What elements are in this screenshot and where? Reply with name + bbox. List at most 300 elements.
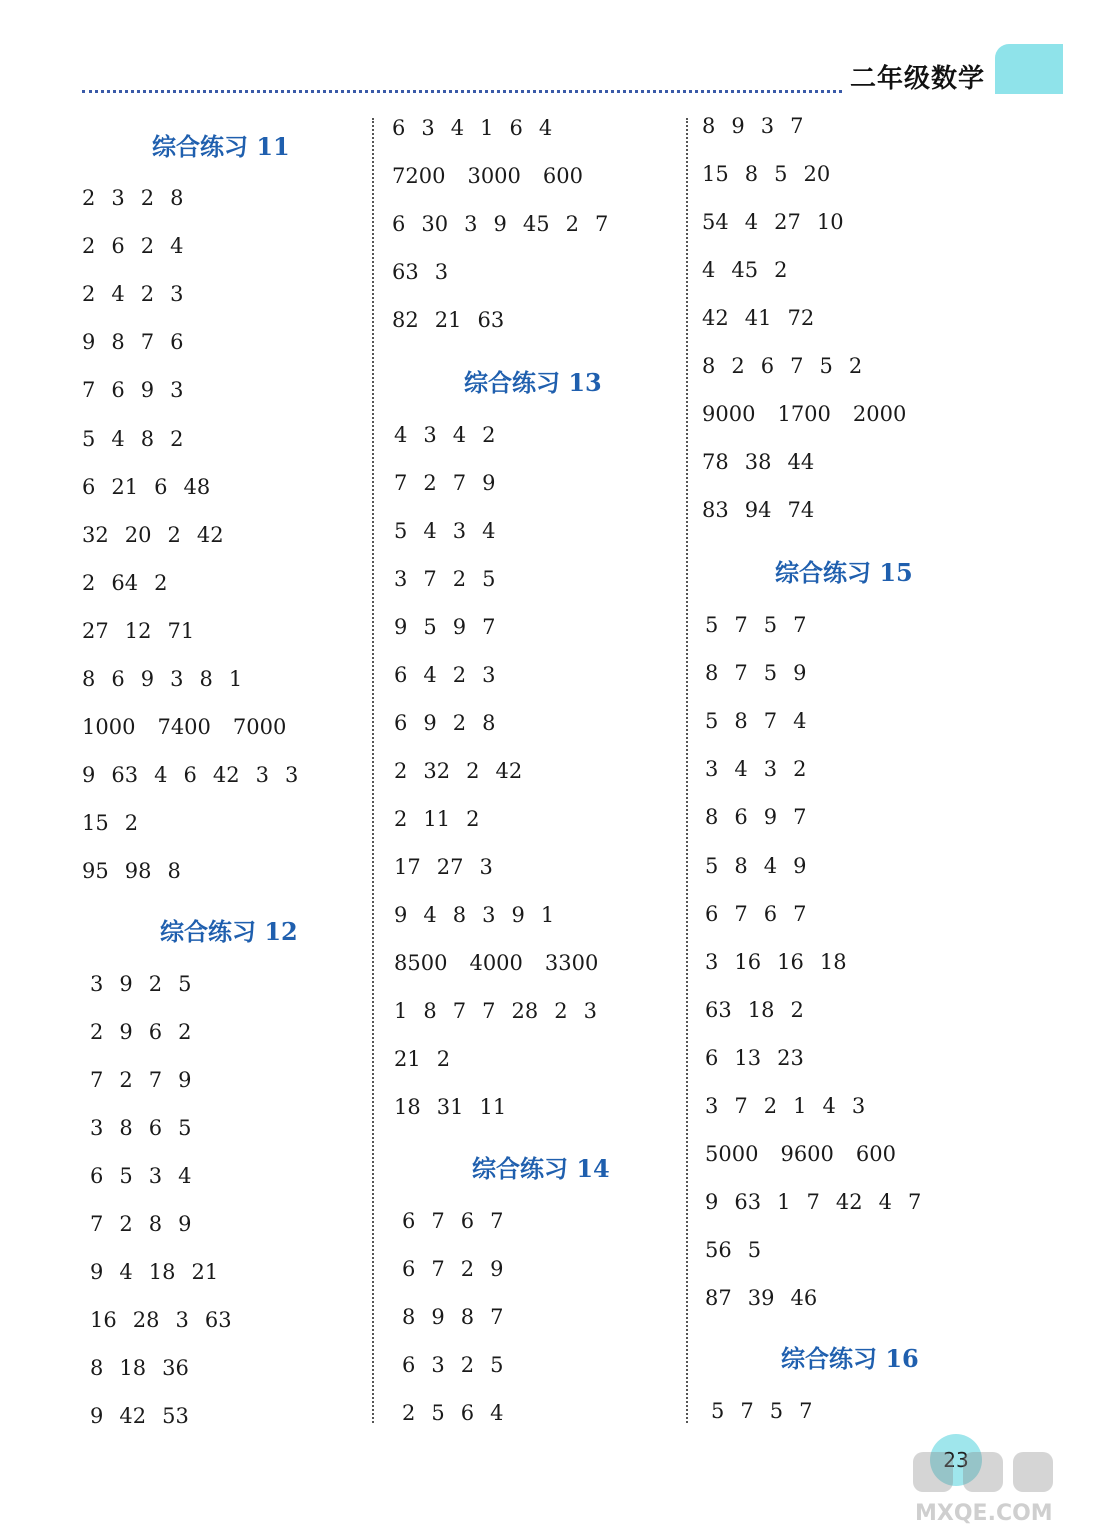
answer-value: 45 [731,258,759,282]
answer-value: 6 [763,902,778,926]
answer-value: 2 [452,711,467,735]
answer-value: 3 [482,903,496,927]
answer-value: 9 [90,1260,104,1284]
answer-value: 7 [734,613,748,637]
answer-value: 6 [402,1257,416,1281]
answer-value: 2 [82,186,96,210]
answer-value: 4 [423,519,437,543]
answer-row [90,972,208,996]
answer-value: 3 [583,999,597,1023]
answer-value: 2 [140,234,155,258]
answer-value: 2 [466,807,480,831]
answer-value: 8 [111,330,125,354]
answer-value: 2 [167,523,181,547]
answer-value: 9000 [702,402,756,426]
answer-value: 9 [793,661,807,685]
answer-value: 4 [111,427,125,451]
answer-value: 8 [82,667,96,691]
header-dotted-rule [82,90,842,93]
answer-value: 5 [819,354,833,378]
answer-row [705,709,823,733]
section-heading [775,553,913,588]
answer-value: 6 [111,378,125,402]
answer-row [402,1305,520,1329]
answer-value: 31 [436,1095,464,1119]
answer-value: 9 [423,711,437,735]
answer-value: 2 [790,998,804,1022]
answer-value: 15 [702,162,729,186]
answer-row [402,1257,520,1281]
answer-value: 2 [119,1212,133,1236]
answer-value: 2 [731,354,745,378]
answer-value: 6 [183,763,197,787]
answer-value: 95 [82,859,109,883]
answer-row [705,1094,881,1118]
answer-value: 6 [394,663,408,687]
answer-value: 3 [431,1353,445,1377]
answer-value: 7400 [157,715,211,739]
answer-row [702,354,878,378]
answer-value: 7 [140,330,155,354]
answer-value: 8 [199,667,213,691]
answer-value: 9 [140,667,155,691]
answer-value: 3 [705,757,719,781]
section-heading [472,1149,610,1184]
answer-value: 2 [793,757,807,781]
answer-value: 5 [119,1164,133,1188]
answer-row [394,471,512,495]
answer-row [705,1286,833,1310]
answer-value: 3 [90,972,104,996]
section-heading-title: 综合练习 [152,133,248,161]
answer-value: 7 [799,1399,813,1423]
answer-value: 600 [542,164,583,188]
answer-value: 2 [402,1401,416,1425]
answer-value: 1700 [777,402,831,426]
answer-value: 8 [705,661,719,685]
answer-value: 1 [793,1094,807,1118]
answer-value: 6 [111,234,125,258]
answer-row [90,1260,234,1284]
answer-value: 8 [167,859,181,883]
answer-value: 21 [191,1260,219,1284]
answer-row [402,1209,520,1233]
answer-value: 7 [148,1068,163,1092]
answer-value: 30 [421,212,449,236]
answer-value: 3 [111,186,125,210]
answer-row [82,763,314,787]
answer-value: 5 [482,567,496,591]
answer-value: 83 [702,498,729,522]
answer-value: 94 [744,498,772,522]
answer-value: 8500 [394,951,448,975]
watermark-text: MXQE.COM [915,1501,1053,1526]
answer-value: 45 [522,212,550,236]
answer-value: 42 [495,759,523,783]
answer-value: 2 [82,571,96,595]
answer-value: 98 [124,859,152,883]
answer-value: 87 [705,1286,732,1310]
answer-value: 4 [538,116,553,140]
answer-value: 7 [734,661,748,685]
answer-row [705,757,823,781]
answer-row [394,1047,466,1071]
answer-row [90,1356,205,1380]
answer-row [394,519,512,543]
answer-value: 2 [178,1020,192,1044]
answer-value: 71 [167,619,195,643]
answer-value: 82 [392,308,419,332]
answer-value: 44 [787,450,815,474]
answer-value: 7 [790,354,804,378]
answer-value: 8 [140,427,155,451]
answer-value: 4 [822,1094,836,1118]
answer-value: 4 [744,210,759,234]
answer-value: 6 [402,1353,416,1377]
answer-value: 23 [777,1046,804,1070]
answer-value: 9 [763,805,778,829]
answer-value: 9 [119,1020,133,1044]
answer-value: 6 [734,805,748,829]
answer-row [392,308,520,332]
answer-value: 8 [119,1116,133,1140]
answer-value: 3 [760,114,775,138]
answer-value: 6 [170,330,184,354]
answer-value: 4 [170,234,184,258]
section-heading [464,363,602,398]
answer-value: 5 [178,1116,192,1140]
answer-value: 4 [111,282,125,306]
answer-value: 5 [423,615,437,639]
answer-row [705,1238,777,1262]
answer-value: 2 [452,663,467,687]
answer-value: 2 [452,567,467,591]
answer-value: 2 [140,186,155,210]
answer-value: 7 [790,114,804,138]
section-heading-title: 综合练习 [781,1345,877,1373]
answer-value: 9 [731,114,745,138]
answer-value: 63 [392,260,419,284]
answer-value: 1 [777,1190,791,1214]
answer-value: 6 [460,1209,475,1233]
answer-row [705,950,863,974]
answer-value: 42 [212,763,240,787]
answer-value: 6 [705,902,719,926]
answer-value: 27 [82,619,109,643]
answer-row [82,234,200,258]
answer-value: 4 [763,854,778,878]
section-heading-title: 综合练习 [464,369,560,397]
answer-value: 9 [482,471,496,495]
answer-value: 6 [760,354,775,378]
answer-value: 2 [482,423,496,447]
answer-value: 3 [452,519,467,543]
answer-value: 8 [482,711,496,735]
answer-value: 7 [806,1190,820,1214]
answer-value: 2 [460,1257,475,1281]
answer-value: 9 [511,903,525,927]
answer-value: 4 [394,423,408,447]
answer-value: 3 [705,950,719,974]
answer-value: 2000 [852,402,907,426]
answer-row [394,855,509,879]
answer-row [392,212,624,236]
answer-value: 7 [793,902,807,926]
answer-value: 3 [90,1116,104,1140]
answer-value: 3000 [467,164,521,188]
answer-value: 4 [119,1260,133,1284]
column-divider [372,118,374,1423]
answer-value: 5 [705,854,719,878]
answer-value: 42 [196,523,224,547]
answer-value: 9 [119,972,133,996]
answer-value: 74 [787,498,815,522]
answer-value: 39 [747,1286,775,1310]
answer-value: 9600 [780,1142,834,1166]
answer-value: 2 [466,759,480,783]
watermark-logo [905,1448,1085,1528]
answer-value: 7 [431,1209,445,1233]
answer-value: 56 [705,1238,732,1262]
section-heading-number: 15 [879,558,913,587]
answer-value: 7 [740,1399,754,1423]
answer-value: 4000 [469,951,523,975]
answer-row [90,1116,208,1140]
answer-value: 2 [554,999,568,1023]
section-heading [160,912,298,947]
answer-value: 7200 [392,164,446,188]
answer-value: 10 [816,210,844,234]
answer-value: 9 [431,1305,445,1329]
answer-value: 9 [394,615,408,639]
answer-row [402,1401,520,1425]
section-heading-title: 综合练习 [775,559,871,587]
answer-value: 18 [819,950,847,974]
answer-value: 5 [705,613,719,637]
answer-value: 600 [855,1142,896,1166]
answer-value: 32 [423,759,451,783]
answer-row [705,1190,937,1214]
answer-value: 2 [774,258,788,282]
section-heading [781,1339,919,1374]
answer-value: 21 [111,475,139,499]
answer-value: 7 [90,1068,104,1092]
answer-value: 7 [482,615,496,639]
answer-row [82,667,258,691]
answer-value: 42 [119,1404,147,1428]
answer-value: 5 [763,661,778,685]
answer-row [82,427,200,451]
answer-row [82,475,226,499]
answer-value: 3 [394,567,408,591]
answer-value: 63 [204,1308,232,1332]
answer-value: 3 [763,757,778,781]
answer-value: 5 [769,1399,784,1423]
section-heading-title: 综合练习 [160,918,256,946]
answer-value: 3 [170,282,184,306]
answer-value: 13 [734,1046,762,1070]
answer-value: 7 [793,613,807,637]
answer-value: 8 [460,1305,475,1329]
answer-row [90,1212,208,1236]
answer-value: 3 [423,423,437,447]
answer-row [394,423,512,447]
answer-value: 5000 [705,1142,759,1166]
answer-value: 2 [565,212,579,236]
answer-row [402,1353,520,1377]
answer-row [711,1399,829,1423]
answer-value: 3 [464,212,478,236]
answer-value: 2 [154,571,168,595]
answer-row [705,1046,820,1070]
answer-row [82,859,197,883]
answer-value: 5 [705,709,719,733]
answer-value: 2 [119,1068,133,1092]
answer-row [394,903,570,927]
answer-row [82,571,183,595]
answer-value: 3 [705,1094,719,1118]
answer-row [90,1164,208,1188]
answer-row [705,854,823,878]
answer-value: 4 [450,116,465,140]
answer-value: 8 [452,903,467,927]
answer-value: 2 [460,1353,475,1377]
answer-value: 16 [90,1308,117,1332]
answer-value: 4 [793,709,807,733]
answer-value: 7 [763,709,778,733]
answer-value: 4 [154,763,168,787]
answer-value: 16 [734,950,762,974]
answer-row [702,402,928,426]
answer-row [705,805,823,829]
answer-value: 3300 [544,951,599,975]
answer-row [705,661,823,685]
answer-row [82,330,200,354]
answer-value: 9 [140,378,155,402]
answer-value: 6 [154,475,168,499]
section-heading-number: 13 [568,368,602,397]
answer-row [82,378,200,402]
answer-value: 28 [132,1308,160,1332]
answer-value: 2 [148,972,163,996]
answer-value: 3 [148,1164,163,1188]
answer-value: 48 [183,475,211,499]
answer-value: 5 [747,1238,762,1262]
answer-value: 7 [82,378,96,402]
answer-value: 7 [490,1305,504,1329]
answer-row [392,260,464,284]
answer-value: 9 [178,1068,192,1092]
answer-value: 4 [878,1190,892,1214]
answer-value: 9 [793,854,807,878]
answer-value: 3 [434,260,449,284]
answer-row [82,619,210,643]
answer-value: 9 [90,1404,104,1428]
answer-value: 3 [284,763,299,787]
answer-value: 63 [734,1190,762,1214]
answer-row [394,759,538,783]
answer-value: 7 [482,999,496,1023]
answer-row [394,615,512,639]
answer-value: 20 [124,523,152,547]
answer-value: 6 [460,1401,475,1425]
answer-row [90,1308,248,1332]
answer-value: 8 [423,999,437,1023]
answer-value: 2 [423,471,437,495]
answer-value: 2 [848,354,863,378]
answer-value: 9 [82,763,96,787]
answer-value: 1 [480,116,494,140]
answer-value: 18 [394,1095,421,1119]
section-heading-number: 16 [885,1344,919,1373]
answer-value: 16 [777,950,804,974]
answer-value: 9 [490,1257,504,1281]
answer-value: 9 [705,1190,719,1214]
section-heading-number: 12 [264,917,298,946]
answer-value: 7 [734,1094,748,1118]
answer-value: 2 [436,1047,451,1071]
answer-value: 8 [744,162,759,186]
answer-value: 9 [394,903,408,927]
answer-value: 6 [111,667,125,691]
answer-row [90,1404,205,1428]
answer-row [702,258,803,282]
answer-value: 41 [744,306,772,330]
answer-value: 2 [170,427,184,451]
answer-value: 21 [394,1047,421,1071]
answer-row [82,811,154,835]
answer-value: 7 [90,1212,104,1236]
answer-value: 63 [111,763,139,787]
answer-value: 6 [392,116,406,140]
answer-value: 46 [790,1286,818,1310]
answer-value: 1000 [82,715,136,739]
answer-row [392,116,568,140]
page-number: 23 [930,1434,982,1486]
answer-value: 2 [82,234,96,258]
answer-value: 3 [255,763,269,787]
answer-value: 8 [402,1305,416,1329]
answer-row [702,114,820,138]
answer-value: 38 [744,450,772,474]
answer-value: 6 [705,1046,719,1070]
answer-value: 4 [423,663,437,687]
answer-row [394,1095,522,1119]
answer-value: 11 [423,807,451,831]
answer-value: 7 [793,805,807,829]
answer-row [90,1020,208,1044]
section-heading [152,127,290,162]
header-tab-decoration [995,44,1063,94]
answer-value: 27 [436,855,464,879]
answer-row [394,711,512,735]
answer-value: 3 [170,667,184,691]
answer-value: 7 [907,1190,922,1214]
answer-value: 27 [774,210,801,234]
answer-value: 42 [835,1190,863,1214]
answer-value: 18 [148,1260,176,1284]
answer-value: 2 [763,1094,778,1118]
answer-value: 36 [162,1356,189,1380]
answer-row [394,951,620,975]
answer-value: 2 [90,1020,104,1044]
answer-value: 2 [394,759,408,783]
answer-row [82,186,200,210]
answer-row [705,902,823,926]
answer-value: 9 [82,330,96,354]
answer-value: 9 [452,615,467,639]
answer-value: 7 [734,902,748,926]
